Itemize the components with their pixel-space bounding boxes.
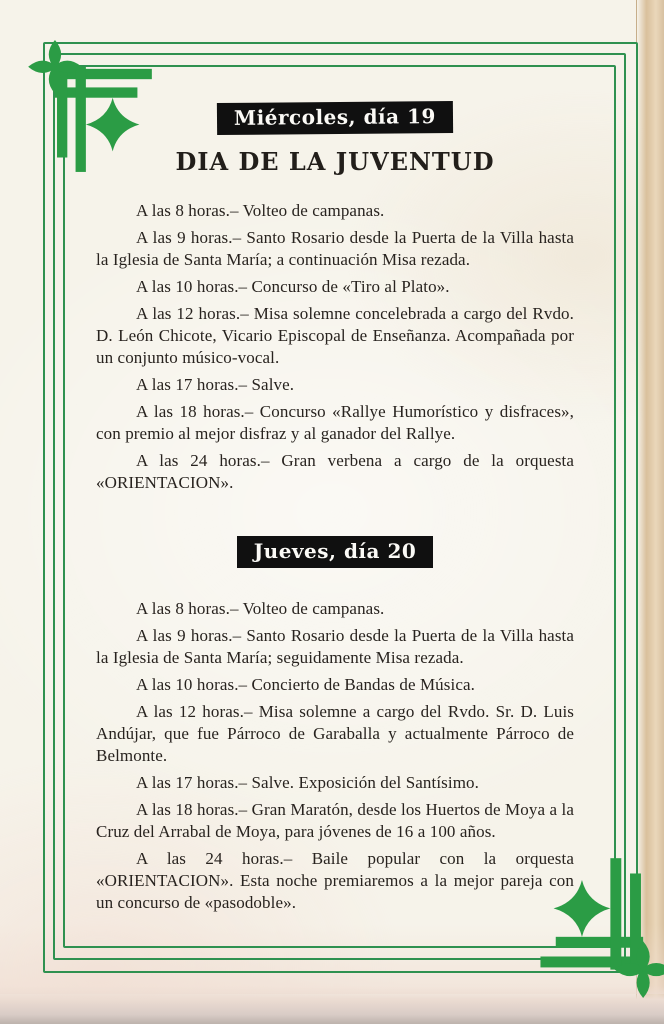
schedule-item: A las 17 horas.– Salve. Exposición del Santísimo. xyxy=(136,773,479,792)
section-title-youth-day: DIA DE LA JUVENTUD xyxy=(175,147,495,176)
schedule-item: A las 12 horas.– Misa solemne a cargo del Rvdo. Sr. D. Luis Andújar, que fue Párroco de Garaballa y actualmente Párroco de Belmonte. xyxy=(96,702,574,765)
schedule-item: A las 24 horas.– Baile popular con la orquesta «ORIENTACION». Esta noche premiaremos a la mejor pareja con un concurso de «pasodoble». xyxy=(96,849,574,912)
day-banner-wednesday: Miércoles, día 19 xyxy=(217,101,453,135)
schedule-item: A las 18 horas.– Gran Maratón, desde los Huertos de Moya a la Cruz del Arrabal de Moya, para jóvenes de 16 a 100 años. xyxy=(96,800,574,841)
schedule-item: A las 9 horas.– Santo Rosario desde la Puerta de la Villa hasta la Iglesia de Santa María; seguidamente Misa rezada. xyxy=(96,626,574,667)
section-wednesday xyxy=(96,102,574,494)
banner-row-thursday xyxy=(96,536,574,568)
schedule-item: A las 17 horas.– Salve. xyxy=(136,375,295,394)
schedule-item: A las 12 horas.– Misa solemne concelebrada a cargo del Rvdo. D. León Chicote, Vicario Episcopal de Enseñanza. Acompañada por un conjunto músico-vocal. xyxy=(96,304,574,367)
schedule-list-thursday xyxy=(96,598,574,914)
schedule-item: A las 8 horas.– Volteo de campanas. xyxy=(136,201,385,220)
program-content xyxy=(96,102,574,919)
schedule-list-wednesday xyxy=(96,200,574,494)
section-thursday xyxy=(96,536,574,914)
schedule-item: A las 18 horas.– Concurso «Rallye Humorístico y disfraces», con premio al mejor disfraz y al ganador del Rallye. xyxy=(96,402,574,443)
schedule-item: A las 9 horas.– Santo Rosario desde la Puerta de la Villa hasta la Iglesia de Santa María; a continuación Misa rezada. xyxy=(96,228,574,269)
banner-row-wednesday xyxy=(96,102,574,134)
schedule-item: A las 10 horas.– Concurso de «Tiro al Plato». xyxy=(136,277,450,296)
schedule-item: A las 24 horas.– Gran verbena a cargo de la orquesta «ORIENTACION». xyxy=(96,451,574,492)
day-banner-thursday: Jueves, día 20 xyxy=(237,536,434,568)
schedule-item: A las 8 horas.– Volteo de campanas. xyxy=(136,599,385,618)
schedule-item: A las 10 horas.– Concierto de Bandas de Música. xyxy=(136,675,475,694)
